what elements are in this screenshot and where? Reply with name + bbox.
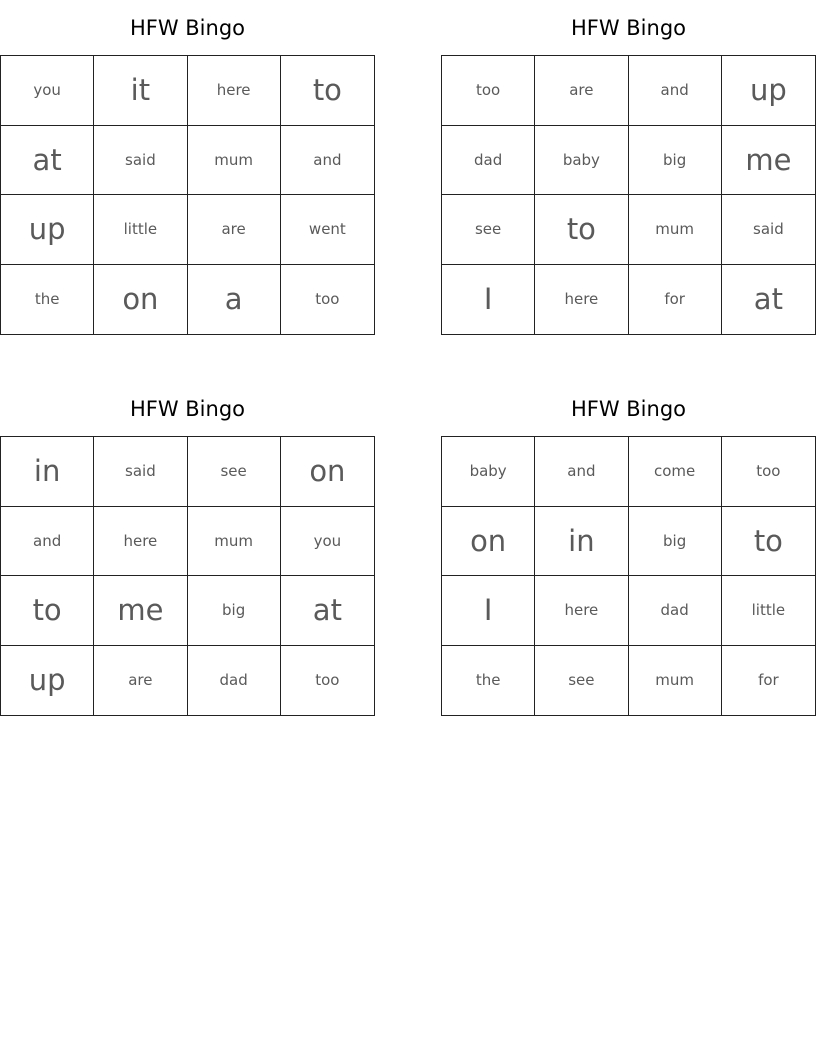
bingo-cell: here	[94, 507, 187, 577]
bingo-cell: see	[535, 646, 628, 716]
bingo-cell: and	[629, 56, 722, 126]
bingo-cell: at	[1, 126, 94, 196]
bingo-card-3	[0, 381, 375, 698]
card-title: HFW Bingo	[129, 397, 246, 421]
bingo-card-1	[0, 0, 375, 317]
bingo-cell: at	[753, 282, 783, 317]
bingo-cell: to	[535, 195, 628, 265]
bingo-cell: and	[281, 126, 374, 196]
bingo-cell: I	[442, 576, 535, 646]
bingo-cell: went	[281, 195, 374, 265]
bingo-cell: for	[758, 671, 779, 690]
bingo-cell: the	[1, 265, 94, 335]
bingo-cell: little	[722, 576, 815, 646]
bingo-cell: too	[315, 290, 340, 309]
card-title: HFW Bingo	[129, 16, 246, 40]
bingo-cell: too	[442, 56, 535, 126]
bingo-cell: a	[188, 265, 281, 335]
bingo-cell: little	[94, 195, 187, 265]
bingo-cell: I	[442, 265, 535, 335]
bingo-cell: dad	[188, 646, 281, 716]
bingo-cell: up	[1, 195, 94, 265]
bingo-cell: dad	[442, 126, 535, 196]
bingo-cell: here	[535, 265, 628, 335]
bingo-cell: and	[535, 437, 628, 507]
bingo-cell: you	[281, 507, 374, 577]
bingo-cell: mum	[188, 507, 281, 577]
bingo-cell: up	[722, 56, 815, 126]
bingo-cell: big	[629, 126, 722, 196]
bingo-cell: on	[442, 507, 535, 577]
bingo-cell: me	[94, 576, 187, 646]
bingo-grid	[441, 436, 816, 716]
bingo-grid	[0, 436, 375, 716]
card-title: HFW Bingo	[570, 16, 687, 40]
bingo-cell: are	[94, 646, 187, 716]
bingo-cell: it	[94, 56, 187, 126]
bingo-cell: here	[188, 56, 281, 126]
bingo-cell: in	[1, 437, 94, 507]
bingo-cell: big	[188, 576, 281, 646]
bingo-cell: to	[1, 576, 94, 646]
bingo-cell: baby	[442, 437, 535, 507]
bingo-cell: up	[1, 646, 94, 716]
bingo-cell: said	[94, 126, 187, 196]
bingo-cell: see	[188, 437, 281, 507]
bingo-grid	[441, 55, 816, 335]
bingo-cell: come	[629, 437, 722, 507]
bingo-cell: big	[629, 507, 722, 577]
bingo-cell: here	[535, 576, 628, 646]
bingo-cell: the	[442, 646, 535, 716]
bingo-cell: me	[722, 126, 815, 196]
bingo-grid	[0, 55, 375, 335]
bingo-cell: on	[94, 265, 187, 335]
bingo-cell: are	[188, 195, 281, 265]
bingo-cell: said	[722, 195, 815, 265]
bingo-cell: dad	[629, 576, 722, 646]
bingo-cell: said	[94, 437, 187, 507]
bingo-cell: you	[1, 56, 94, 126]
bingo-cell: mum	[188, 126, 281, 196]
bingo-card-4	[441, 381, 816, 690]
bingo-cell: mum	[629, 195, 722, 265]
bingo-cell: too	[315, 671, 340, 690]
bingo-cell: are	[535, 56, 628, 126]
bingo-cell: at	[281, 576, 374, 646]
bingo-cell: too	[722, 437, 815, 507]
bingo-cell: mum	[629, 646, 722, 716]
bingo-cell: on	[281, 437, 374, 507]
bingo-cell: for	[629, 265, 722, 335]
bingo-cell: and	[1, 507, 94, 577]
bingo-card-2	[441, 0, 816, 317]
bingo-cell: in	[535, 507, 628, 577]
bingo-cell: to	[722, 507, 815, 577]
bingo-cell: see	[442, 195, 535, 265]
card-title: HFW Bingo	[570, 397, 687, 421]
bingo-cell: to	[281, 56, 374, 126]
bingo-cell: baby	[535, 126, 628, 196]
